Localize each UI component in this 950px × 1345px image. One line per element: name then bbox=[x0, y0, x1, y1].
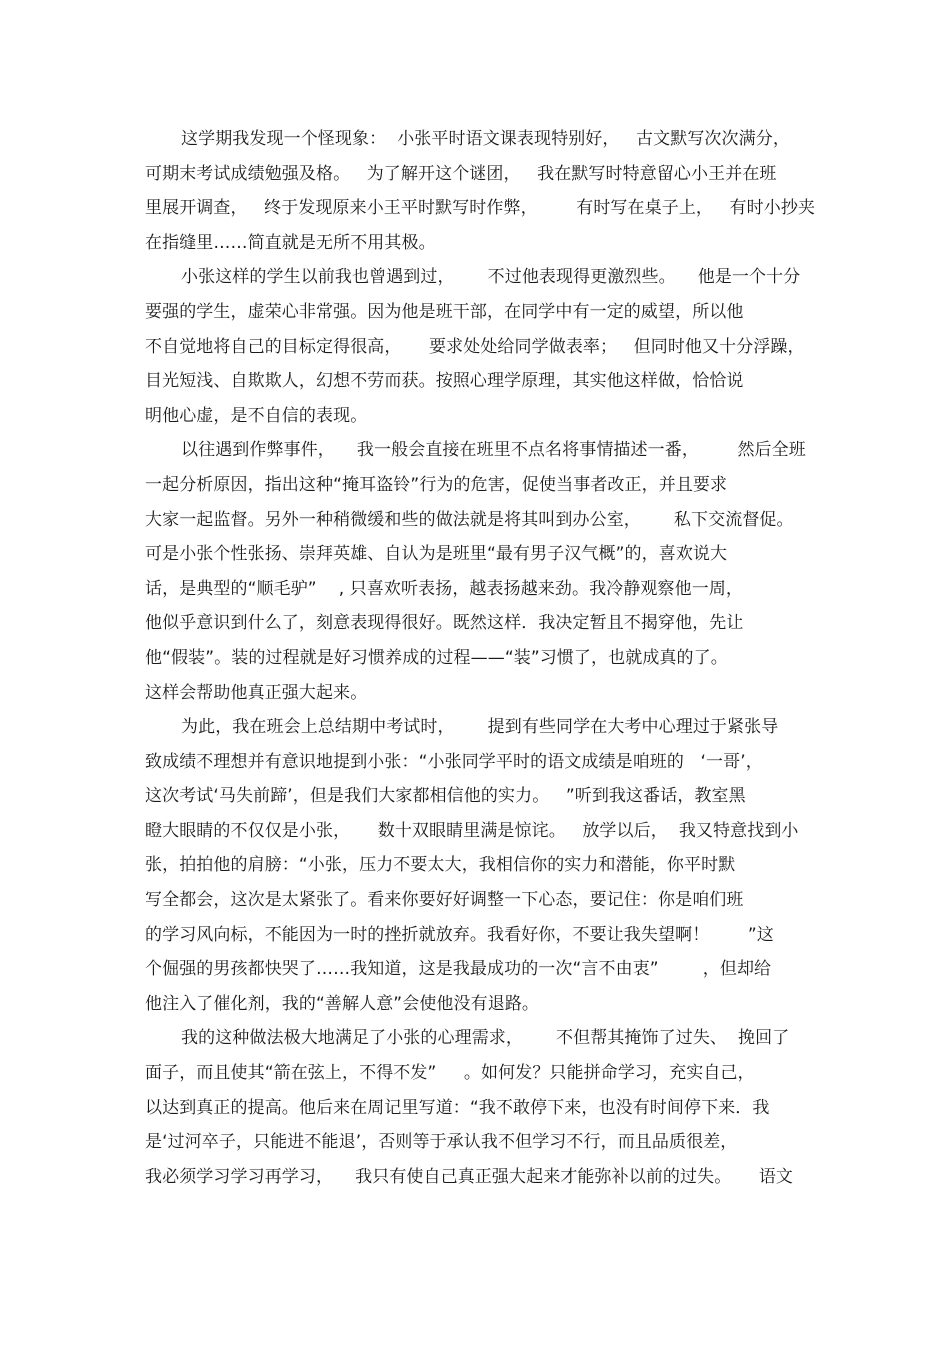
paragraph-first-line: 以往遇到作弊事件， 我一般会直接在班里不点名将事情描述一番， 然后全班 bbox=[181, 440, 806, 461]
paragraph-first-line: 我的这种做法极大地满足了小张的心理需求， 不但帮其掩饰了过失、 挽回了 bbox=[181, 1028, 790, 1049]
text-line: 的学习风向标，不能因为一时的挫折就放弃。我看好你，不要让我失望啊！ ”这 bbox=[145, 924, 774, 945]
text-line: 张，拍拍他的肩膀：“小张，压力不要太大，我相信你的实力和潜能，你平时默 bbox=[145, 855, 736, 876]
text-line: 明他心虚，是不自信的表现。 bbox=[145, 405, 368, 426]
text-line: 他注入了催化剂，我的“善解人意”会使他没有退路。 bbox=[145, 993, 540, 1014]
text-line: 是‘过河卒子，只能进不能退’，否则等于承认我不但学习不行，而且品质很差， bbox=[145, 1132, 738, 1153]
text-line: 这次考试‘马失前蹄’，但是我们大家都相信他的实力。 ”听到我这番话，教室黑 bbox=[145, 786, 746, 807]
text-line: 个倔强的男孩都快哭了……我知道，这是我最成功的一次“言不由衷” ，但却给 bbox=[145, 959, 772, 980]
text-line: 在指缝里……简直就是无所不用其极。 bbox=[145, 232, 436, 253]
text-line: 他似乎意识到什么了，刻意表现得很好。既然这样．我决定暂且不揭穿他，先让 bbox=[145, 613, 744, 634]
text-line: 我必须学习学习再学习， 我只有使自己真正强大起来才能弥补以前的过失。 语文 bbox=[145, 1166, 794, 1187]
text-line: 目光短浅、自欺欺人，幻想不劳而获。按照心理学原理，其实他这样做，恰恰说 bbox=[145, 371, 744, 392]
text-line: 话，是典型的“顺毛驴” , 只喜欢听表扬，越表扬越来劲。我冷静观察他一周， bbox=[145, 578, 744, 599]
text-line: 要强的学生，虚荣心非常强。因为他是班干部，在同学中有一定的威望，所以他 bbox=[145, 301, 744, 322]
text-line: 可期末考试成绩勉强及格。 为了解开这个谜团， 我在默写时特意留心小王并在班 bbox=[145, 163, 777, 184]
body-text bbox=[145, 122, 815, 1194]
text-line: 这样会帮助他真正强大起来。 bbox=[145, 682, 368, 703]
text-line: 不自觉地将自己的目标定得很高， 要求处处给同学做表率； 但同时他又十分浮躁， bbox=[145, 336, 805, 357]
text-line: 以达到真正的提高。他后来在周记里写道：“我不敢停下来，也没有时间停下来．我 bbox=[145, 1097, 770, 1118]
text-line: 写全都会，这次是太紧张了。看来你要好好调整一下心态，要记住：你是咱们班 bbox=[145, 890, 744, 911]
paragraph-first-line: 小张这样的学生以前我也曾遇到过， 不过他表现得更激烈些。 他是一个十分 bbox=[181, 267, 801, 288]
text-line: 致成绩不理想并有意识地提到小张：“小张同学平时的语文成绩是咱班的 ‘一哥’， bbox=[145, 751, 763, 772]
text-line: 大家一起监督。另外一种稍微缓和些的做法就是将其叫到办公室， 私下交流督促。 bbox=[145, 509, 794, 530]
text-line: 里展开调查， 终于发现原来小王平时默写时作弊， 有时写在桌子上， 有时小抄夹 bbox=[145, 198, 816, 219]
paragraph-first-line: 这学期我发现一个怪现象： 小张平时语文课表现特别好， 古文默写次次满分， bbox=[181, 129, 790, 149]
text-line: 可是小张个性张扬、崇拜英雄、自认为是班里“最有男子汉气概”的，喜欢说大 bbox=[145, 544, 728, 565]
text-line: 瞪大眼睛的不仅仅是小张， 数十双眼睛里满是惊诧。 放学以后， 我又特意找到小 bbox=[145, 820, 799, 841]
text-line: 一起分析原因，指出这种“掩耳盗铃”行为的危害，促使当事者改正，并且要求 bbox=[145, 474, 728, 495]
paragraph-first-line: 为此，我在班会上总结期中考试时， 提到有些同学在大考中心理过于紧张导 bbox=[181, 717, 779, 738]
text-line: 面子，而且使其“箭在弦上，不得不发” 。如何发？只能拼命学习，充实自己， bbox=[145, 1063, 755, 1084]
text-line: 他“假装”。装的过程就是好习惯养成的过程——“装”习惯了，也就成真的了。 bbox=[145, 647, 728, 668]
